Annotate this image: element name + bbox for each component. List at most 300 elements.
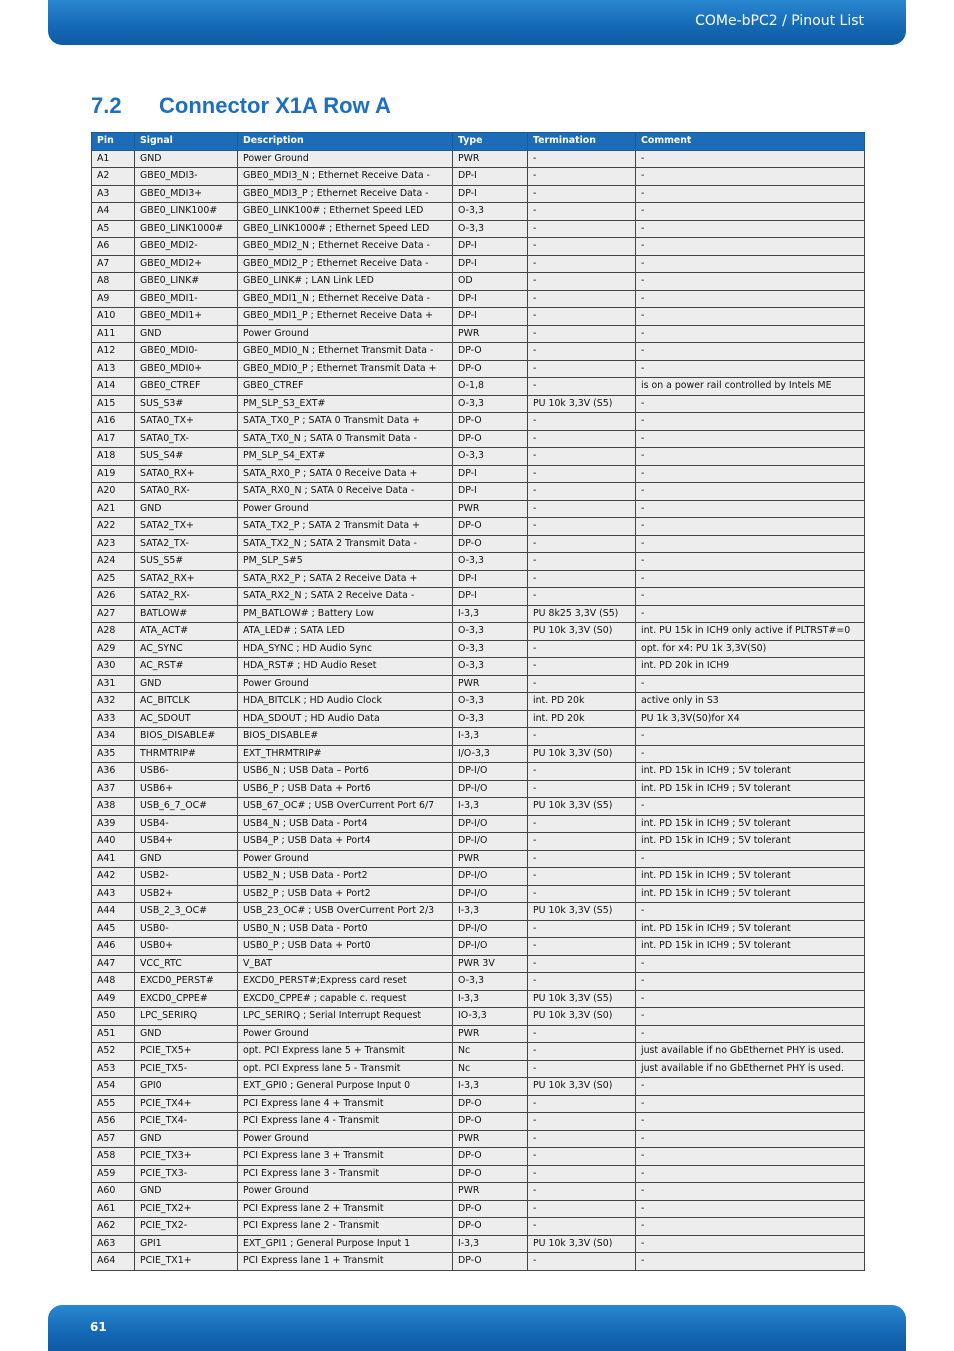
cell-description: GBE0_MDI0_P ; Ethernet Transmit Data + [238,360,453,378]
cell-description: GBE0_LINK# ; LAN Link LED [238,273,453,291]
cell-type: DP-I/O [453,868,528,886]
cell-description: PM_BATLOW# ; Battery Low [238,605,453,623]
cell-description: USB_67_OC# ; USB OverCurrent Port 6/7 [238,798,453,816]
cell-comment: active only in S3 [636,693,865,711]
cell-signal: SUS_S3# [135,395,238,413]
cell-termination: - [528,500,636,518]
cell-signal: AC_RST# [135,658,238,676]
cell-pin: A26 [92,588,135,606]
table-row [92,1183,865,1201]
table-row [92,448,865,466]
cell-termination: - [528,238,636,256]
cell-comment: - [636,570,865,588]
cell-termination: PU 10k 3,3V (S0) [528,1235,636,1253]
cell-description: opt. PCI Express lane 5 - Transmit [238,1060,453,1078]
cell-signal: SATA0_RX+ [135,465,238,483]
cell-signal: SUS_S5# [135,553,238,571]
cell-termination: PU 8k25 3,3V (S5) [528,605,636,623]
cell-pin: A9 [92,290,135,308]
cell-signal: THRMTRIP# [135,745,238,763]
cell-type: PWR 3V [453,955,528,973]
cell-termination: - [528,1183,636,1201]
cell-termination: - [528,1218,636,1236]
cell-type: DP-O [453,360,528,378]
cell-pin: A56 [92,1113,135,1131]
cell-description: Power Ground [238,150,453,168]
cell-termination: - [528,518,636,536]
table-row [92,343,865,361]
table-row [92,1218,865,1236]
cell-termination: PU 10k 3,3V (S0) [528,623,636,641]
cell-description: GBE0_MDI2_N ; Ethernet Receive Data - [238,238,453,256]
table-row [92,763,865,781]
cell-pin: A52 [92,1043,135,1061]
cell-description: Power Ground [238,1183,453,1201]
cell-comment: - [636,1078,865,1096]
cell-termination: - [528,535,636,553]
cell-comment: int. PD 15k in ICH9 ; 5V tolerant [636,815,865,833]
cell-comment: - [636,990,865,1008]
cell-type: DP-O [453,343,528,361]
cell-description: GBE0_MDI1_N ; Ethernet Receive Data - [238,290,453,308]
cell-termination: - [528,1253,636,1271]
cell-pin: A49 [92,990,135,1008]
table-row [92,938,865,956]
cell-description: opt. PCI Express lane 5 + Transmit [238,1043,453,1061]
cell-pin: A37 [92,780,135,798]
cell-pin: A24 [92,553,135,571]
cell-signal: USB_2_3_OC# [135,903,238,921]
cell-signal: GND [135,500,238,518]
cell-description: SATA_RX0_N ; SATA 0 Receive Data - [238,483,453,501]
section-number: 7.2 [91,93,122,118]
cell-termination: - [528,1165,636,1183]
table-row [92,885,865,903]
cell-termination: - [528,885,636,903]
cell-pin: A39 [92,815,135,833]
cell-description: USB6_N ; USB Data – Port6 [238,763,453,781]
cell-type: DP-O [453,518,528,536]
cell-description: USB4_N ; USB Data - Port4 [238,815,453,833]
cell-termination: - [528,220,636,238]
cell-comment: - [636,1165,865,1183]
cell-description: SATA_RX2_N ; SATA 2 Receive Data - [238,588,453,606]
cell-pin: A46 [92,938,135,956]
cell-comment: - [636,1113,865,1131]
cell-signal: VCC_RTC [135,955,238,973]
table-row [92,973,865,991]
cell-type: I-3,3 [453,728,528,746]
cell-comment: - [636,535,865,553]
cell-description: PM_SLP_S4_EXT# [238,448,453,466]
table-row [92,868,865,886]
cell-description: EXT_GPI1 ; General Purpose Input 1 [238,1235,453,1253]
section-title: Connector X1A Row A [159,93,391,118]
cell-termination: - [528,938,636,956]
cell-type: PWR [453,675,528,693]
table-row [92,185,865,203]
table-row [92,203,865,221]
cell-type: DP-I/O [453,920,528,938]
cell-termination: - [528,203,636,221]
cell-pin: A17 [92,430,135,448]
table-row [92,833,865,851]
cell-signal: USB6+ [135,780,238,798]
table-row [92,850,865,868]
cell-termination: - [528,255,636,273]
page-number: 61 [90,1320,107,1334]
table-row [92,308,865,326]
cell-comment: - [636,553,865,571]
cell-signal: GBE0_MDI0- [135,343,238,361]
cell-pin: A22 [92,518,135,536]
cell-type: DP-I [453,168,528,186]
cell-type: IO-3,3 [453,1008,528,1026]
cell-signal: GBE0_MDI2- [135,238,238,256]
cell-termination: - [528,588,636,606]
cell-termination: int. PD 20k [528,710,636,728]
table-row [92,640,865,658]
cell-type: I-3,3 [453,1235,528,1253]
cell-termination: - [528,973,636,991]
cell-comment: - [636,798,865,816]
cell-termination: - [528,815,636,833]
cell-comment: int. PD 15k in ICH9 ; 5V tolerant [636,938,865,956]
cell-type: Nc [453,1060,528,1078]
cell-signal: USB4- [135,815,238,833]
cell-signal: PCIE_TX2+ [135,1200,238,1218]
table-row [92,1148,865,1166]
cell-comment: - [636,203,865,221]
cell-description: PCI Express lane 2 + Transmit [238,1200,453,1218]
table-row [92,728,865,746]
cell-signal: PCIE_TX4+ [135,1095,238,1113]
cell-description: SATA_TX2_P ; SATA 2 Transmit Data + [238,518,453,536]
cell-pin: A60 [92,1183,135,1201]
cell-termination: - [528,465,636,483]
cell-type: DP-I [453,255,528,273]
cell-comment: - [636,675,865,693]
table-row [92,1113,865,1131]
cell-pin: A45 [92,920,135,938]
cell-description: PCI Express lane 4 + Transmit [238,1095,453,1113]
cell-pin: A25 [92,570,135,588]
cell-comment: - [636,1218,865,1236]
cell-signal: GBE0_MDI3+ [135,185,238,203]
cell-signal: GBE0_LINK100# [135,203,238,221]
table-row [92,710,865,728]
table-row [92,255,865,273]
cell-signal: GBE0_LINK1000# [135,220,238,238]
cell-comment: is on a power rail controlled by Intels ME [636,378,865,396]
cell-pin: A40 [92,833,135,851]
table-row [92,955,865,973]
cell-termination: - [528,1148,636,1166]
table-row [92,1043,865,1061]
cell-comment: - [636,588,865,606]
cell-comment: - [636,220,865,238]
table-row [92,360,865,378]
cell-comment: just available if no GbEthernet PHY is used. [636,1060,865,1078]
cell-type: PWR [453,325,528,343]
cell-signal: AC_SYNC [135,640,238,658]
cell-signal: GND [135,675,238,693]
cell-description: SATA_RX2_P ; SATA 2 Receive Data + [238,570,453,588]
cell-comment: - [636,605,865,623]
cell-termination: - [528,1095,636,1113]
cell-comment: - [636,360,865,378]
table-row [92,1095,865,1113]
cell-termination: - [528,185,636,203]
cell-description: BIOS_DISABLE# [238,728,453,746]
cell-pin: A61 [92,1200,135,1218]
column-header-signal: Signal [135,133,238,151]
cell-pin: A38 [92,798,135,816]
cell-description: HDA_SYNC ; HD Audio Sync [238,640,453,658]
cell-description: Power Ground [238,850,453,868]
cell-comment: - [636,955,865,973]
cell-termination: - [528,868,636,886]
cell-description: PM_SLP_S3_EXT# [238,395,453,413]
cell-termination: - [528,780,636,798]
table-row [92,815,865,833]
cell-comment: int. PD 15k in ICH9 ; 5V tolerant [636,763,865,781]
cell-pin: A18 [92,448,135,466]
cell-termination: PU 10k 3,3V (S0) [528,745,636,763]
footer-bar [48,1305,906,1351]
cell-pin: A6 [92,238,135,256]
cell-type: DP-I [453,588,528,606]
cell-pin: A42 [92,868,135,886]
cell-comment: - [636,973,865,991]
cell-description: PCI Express lane 3 - Transmit [238,1165,453,1183]
cell-comment: int. PD 20k in ICH9 [636,658,865,676]
table-row [92,570,865,588]
table-row [92,745,865,763]
cell-comment: - [636,185,865,203]
cell-comment: - [636,273,865,291]
cell-termination: - [528,448,636,466]
cell-type: DP-O [453,1095,528,1113]
cell-comment: - [636,238,865,256]
cell-termination: - [528,1043,636,1061]
cell-termination: - [528,763,636,781]
cell-type: DP-I/O [453,815,528,833]
cell-description: USB_23_OC# ; USB OverCurrent Port 2/3 [238,903,453,921]
table-row [92,553,865,571]
cell-termination: - [528,325,636,343]
cell-comment: - [636,518,865,536]
cell-description: GBE0_LINK100# ; Ethernet Speed LED [238,203,453,221]
cell-comment: - [636,1235,865,1253]
cell-comment: - [636,413,865,431]
cell-description: Power Ground [238,1130,453,1148]
cell-termination: - [528,378,636,396]
cell-termination: - [528,413,636,431]
cell-description: GBE0_MDI3_P ; Ethernet Receive Data - [238,185,453,203]
cell-comment: - [636,168,865,186]
cell-comment: - [636,290,865,308]
cell-comment: - [636,448,865,466]
cell-type: O-3,3 [453,658,528,676]
table-row [92,395,865,413]
cell-signal: SATA2_RX- [135,588,238,606]
header-bar [48,0,906,45]
cell-comment: - [636,728,865,746]
cell-type: O-3,3 [453,395,528,413]
cell-pin: A64 [92,1253,135,1271]
cell-description: EXT_THRMTRIP# [238,745,453,763]
cell-pin: A34 [92,728,135,746]
cell-comment: - [636,1183,865,1201]
cell-description: USB4_P ; USB Data + Port4 [238,833,453,851]
cell-type: I-3,3 [453,990,528,1008]
cell-description: GBE0_MDI1_P ; Ethernet Receive Data + [238,308,453,326]
cell-type: I-3,3 [453,903,528,921]
cell-pin: A5 [92,220,135,238]
table-row [92,238,865,256]
cell-termination: - [528,920,636,938]
cell-type: DP-I [453,308,528,326]
cell-signal: BATLOW# [135,605,238,623]
section-heading [91,93,391,119]
cell-description: GBE0_CTREF [238,378,453,396]
cell-termination: PU 10k 3,3V (S5) [528,990,636,1008]
cell-description: SATA_RX0_P ; SATA 0 Receive Data + [238,465,453,483]
cell-type: PWR [453,1183,528,1201]
cell-signal: EXCD0_PERST# [135,973,238,991]
cell-signal: PCIE_TX2- [135,1218,238,1236]
column-header-pin: Pin [92,133,135,151]
cell-signal: SATA2_TX+ [135,518,238,536]
pinout-table-body [92,150,865,1270]
column-header-type: Type [453,133,528,151]
table-row [92,798,865,816]
cell-termination: - [528,150,636,168]
table-row [92,1130,865,1148]
cell-pin: A27 [92,605,135,623]
cell-type: OD [453,273,528,291]
cell-comment: - [636,1148,865,1166]
cell-type: I-3,3 [453,798,528,816]
cell-pin: A23 [92,535,135,553]
cell-type: PWR [453,850,528,868]
cell-comment: - [636,500,865,518]
table-row [92,168,865,186]
cell-termination: PU 10k 3,3V (S0) [528,1008,636,1026]
cell-pin: A20 [92,483,135,501]
cell-description: EXCD0_CPPE# ; capable c. request [238,990,453,1008]
cell-comment: int. PD 15k in ICH9 ; 5V tolerant [636,833,865,851]
cell-type: O-1,8 [453,378,528,396]
table-row [92,1008,865,1026]
table-row [92,1060,865,1078]
cell-pin: A48 [92,973,135,991]
cell-signal: GPI0 [135,1078,238,1096]
cell-signal: USB0- [135,920,238,938]
cell-comment: - [636,343,865,361]
cell-termination: - [528,360,636,378]
cell-signal: PCIE_TX3- [135,1165,238,1183]
cell-termination: - [528,290,636,308]
cell-description: USB6_P ; USB Data + Port6 [238,780,453,798]
cell-pin: A11 [92,325,135,343]
cell-pin: A57 [92,1130,135,1148]
cell-description: USB2_N ; USB Data - Port2 [238,868,453,886]
cell-comment: just available if no GbEthernet PHY is used. [636,1043,865,1061]
cell-pin: A62 [92,1218,135,1236]
cell-pin: A31 [92,675,135,693]
cell-signal: PCIE_TX5+ [135,1043,238,1061]
cell-pin: A29 [92,640,135,658]
table-row [92,290,865,308]
cell-description: PCI Express lane 2 - Transmit [238,1218,453,1236]
table-row [92,1165,865,1183]
cell-type: O-3,3 [453,623,528,641]
table-row [92,1078,865,1096]
table-row [92,273,865,291]
cell-comment: - [636,465,865,483]
cell-comment: opt. for x4: PU 1k 3,3V(S0) [636,640,865,658]
cell-termination: - [528,273,636,291]
cell-description: HDA_BITCLK ; HD Audio Clock [238,693,453,711]
cell-pin: A32 [92,693,135,711]
cell-comment: - [636,1008,865,1026]
cell-comment: - [636,395,865,413]
cell-type: O-3,3 [453,693,528,711]
cell-pin: A16 [92,413,135,431]
cell-pin: A10 [92,308,135,326]
column-header-comment: Comment [636,133,865,151]
cell-signal: USB6- [135,763,238,781]
cell-type: I-3,3 [453,1078,528,1096]
cell-comment: - [636,745,865,763]
cell-type: DP-O [453,1200,528,1218]
cell-description: Power Ground [238,325,453,343]
cell-type: O-3,3 [453,220,528,238]
column-header-description: Description [238,133,453,151]
cell-signal: GBE0_MDI0+ [135,360,238,378]
cell-description: GBE0_MDI2_P ; Ethernet Receive Data - [238,255,453,273]
cell-pin: A13 [92,360,135,378]
cell-termination: PU 10k 3,3V (S5) [528,798,636,816]
table-row [92,378,865,396]
cell-description: USB0_P ; USB Data + Port0 [238,938,453,956]
cell-signal: GND [135,1130,238,1148]
cell-type: DP-O [453,413,528,431]
cell-signal: SATA0_TX- [135,430,238,448]
cell-comment: - [636,1130,865,1148]
cell-signal: LPC_SERIRQ [135,1008,238,1026]
table-row [92,588,865,606]
cell-comment: - [636,1253,865,1271]
cell-comment: PU 1k 3,3V(S0)for X4 [636,710,865,728]
cell-signal: PCIE_TX4- [135,1113,238,1131]
cell-comment: - [636,1200,865,1218]
cell-comment: - [636,850,865,868]
cell-signal: GND [135,850,238,868]
cell-type: O-3,3 [453,553,528,571]
table-row [92,413,865,431]
cell-termination: - [528,675,636,693]
cell-comment: int. PU 15k in ICH9 only active if PLTRST#=0 [636,623,865,641]
cell-comment: int. PD 15k in ICH9 ; 5V tolerant [636,868,865,886]
cell-signal: GBE0_LINK# [135,273,238,291]
cell-description: EXT_GPI0 ; General Purpose Input 0 [238,1078,453,1096]
table-row [92,675,865,693]
cell-pin: A30 [92,658,135,676]
cell-signal: USB4+ [135,833,238,851]
